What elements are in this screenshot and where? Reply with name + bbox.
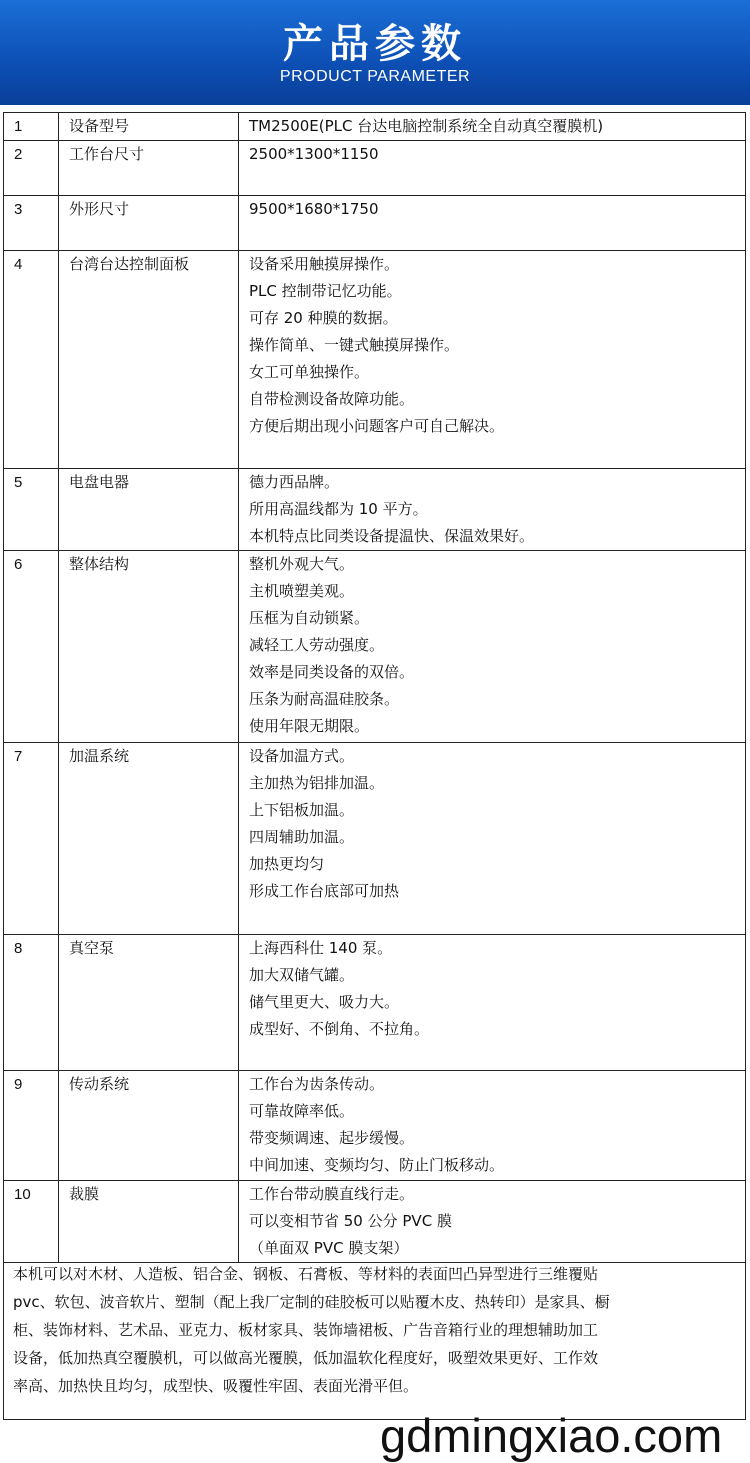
table-row — [4, 113, 746, 141]
summary-line: 柜、装饰材料、艺术品、亚克力、板材家具、装饰墙裙板、广告音箱行业的理想辅助加工 — [13, 1321, 599, 1339]
parameter-description — [239, 141, 746, 196]
table-row — [4, 1071, 746, 1181]
description-line: 压框为自动锁紧。 — [249, 609, 370, 627]
description-line: 女工可单独操作。 — [249, 363, 370, 381]
row-number: 5 — [4, 469, 59, 551]
page-subtitle: PRODUCT PARAMETER — [279, 68, 471, 85]
parameter-name: 设备型号 — [59, 113, 239, 141]
parameter-name: 真空泵 — [59, 935, 239, 1071]
parameter-name: 裁膜 — [59, 1181, 239, 1263]
summary-line: 率高、加热快且均匀，成型快、吸覆性牢固、表面光滑平但。 — [13, 1377, 419, 1395]
description-line: 设备采用触摸屏操作。 — [249, 255, 400, 273]
row-number: 2 — [4, 141, 59, 196]
row-number: 9 — [4, 1071, 59, 1181]
row-number: 4 — [4, 251, 59, 469]
table-row — [4, 935, 746, 1071]
table-row — [4, 196, 746, 251]
parameter-name: 工作台尺寸 — [59, 141, 239, 196]
description-line: 加大双储气罐。 — [249, 966, 355, 984]
description-line: 加热更均匀 — [249, 855, 325, 873]
description-line: 2500*1300*1150 — [249, 145, 379, 163]
parameter-description — [239, 743, 746, 935]
description-line: 操作简单、一键式触摸屏操作。 — [249, 336, 460, 354]
parameter-description — [239, 1071, 746, 1181]
description-line: 使用年限无期限。 — [249, 717, 370, 735]
description-line: 储气里更大、吸力大。 — [249, 993, 400, 1011]
description-line: 可存 20 种膜的数据。 — [249, 309, 398, 327]
row-number: 1 — [4, 113, 59, 141]
summary-line: pvc、软包、波音软片、塑制（配上我厂定制的硅胶板可以贴覆木皮、热转印）是家具、橱 — [13, 1293, 610, 1311]
parameter-description — [239, 251, 746, 469]
parameter-name: 加温系统 — [59, 743, 239, 935]
description-line: （单面双 PVC 膜支架） — [249, 1239, 409, 1257]
parameter-description — [239, 196, 746, 251]
description-line: 上海西科仕 140 泵。 — [249, 939, 393, 957]
description-line: 带变频调速、起步缓慢。 — [249, 1129, 415, 1147]
table-row — [4, 469, 746, 551]
header-banner — [0, 0, 750, 105]
description-line: 上下铝板加温。 — [249, 801, 355, 819]
description-line: 中间加速、变频均匀、防止门板移动。 — [249, 1156, 505, 1174]
description-line: 减轻工人劳动强度。 — [249, 636, 385, 654]
description-line: 形成工作台底部可加热 — [249, 882, 400, 900]
description-line: 主机喷塑美观。 — [249, 582, 355, 600]
description-line: 9500*1680*1750 — [249, 200, 379, 218]
description-line: 四周辅助加温。 — [249, 828, 355, 846]
parameter-name: 电盘电器 — [59, 469, 239, 551]
table-row — [4, 141, 746, 196]
description-line: 设备加温方式。 — [249, 747, 355, 765]
watermark: gdmingxiao.com — [380, 1409, 723, 1462]
description-line: 所用高温线都为 10 平方。 — [249, 500, 428, 518]
description-line: PLC 控制带记忆功能。 — [249, 282, 402, 300]
description-line: 成型好、不倒角、不拉角。 — [249, 1020, 430, 1038]
parameter-description — [239, 551, 746, 743]
description-line: 压条为耐高温硅胶条。 — [249, 690, 400, 708]
row-number: 10 — [4, 1181, 59, 1263]
description-line: 自带检测设备故障功能。 — [249, 390, 415, 408]
parameter-name: 整体结构 — [59, 551, 239, 743]
parameter-description — [239, 935, 746, 1071]
table-row — [4, 251, 746, 469]
description-line: TM2500E(PLC 台达电脑控制系统全自动真空覆膜机) — [249, 117, 604, 135]
description-line: 整机外观大气。 — [249, 555, 355, 573]
page-title: 产品参数 — [283, 21, 467, 67]
row-number: 7 — [4, 743, 59, 935]
description-line: 可以变相节省 50 公分 PVC 膜 — [249, 1212, 452, 1230]
description-line: 工作台带动膜直线行走。 — [249, 1185, 415, 1203]
table-row — [4, 551, 746, 743]
parameter-name: 外形尺寸 — [59, 196, 239, 251]
parameter-name: 台湾台达控制面板 — [59, 251, 239, 469]
summary-paragraph — [3, 1257, 746, 1420]
summary-line: 本机可以对木材、人造板、铝合金、钢板、石膏板、等材料的表面凹凸异型进行三维覆贴 — [13, 1265, 599, 1283]
description-line: 本机特点比同类设备提温快、保温效果好。 — [249, 527, 535, 545]
parameter-description — [239, 469, 746, 551]
parameter-name: 传动系统 — [59, 1071, 239, 1181]
description-line: 效率是同类设备的双倍。 — [249, 663, 415, 681]
table-row — [4, 743, 746, 935]
parameter-table — [3, 112, 746, 1263]
row-number: 8 — [4, 935, 59, 1071]
description-line: 方便后期出现小问题客户可自己解决。 — [249, 417, 505, 435]
row-number: 3 — [4, 196, 59, 251]
description-line: 可靠故障率低。 — [249, 1102, 355, 1120]
description-line: 主加热为铝排加温。 — [249, 774, 385, 792]
summary-line: 设备，低加热真空覆膜机，可以做高光覆膜，低加温软化程度好，吸塑效果更好、工作效 — [13, 1349, 599, 1367]
table-row — [4, 1181, 746, 1263]
parameter-description — [239, 1181, 746, 1263]
description-line: 德力西品牌。 — [249, 473, 340, 491]
row-number: 6 — [4, 551, 59, 743]
description-line: 工作台为齿条传动。 — [249, 1075, 385, 1093]
parameter-description — [239, 113, 746, 141]
